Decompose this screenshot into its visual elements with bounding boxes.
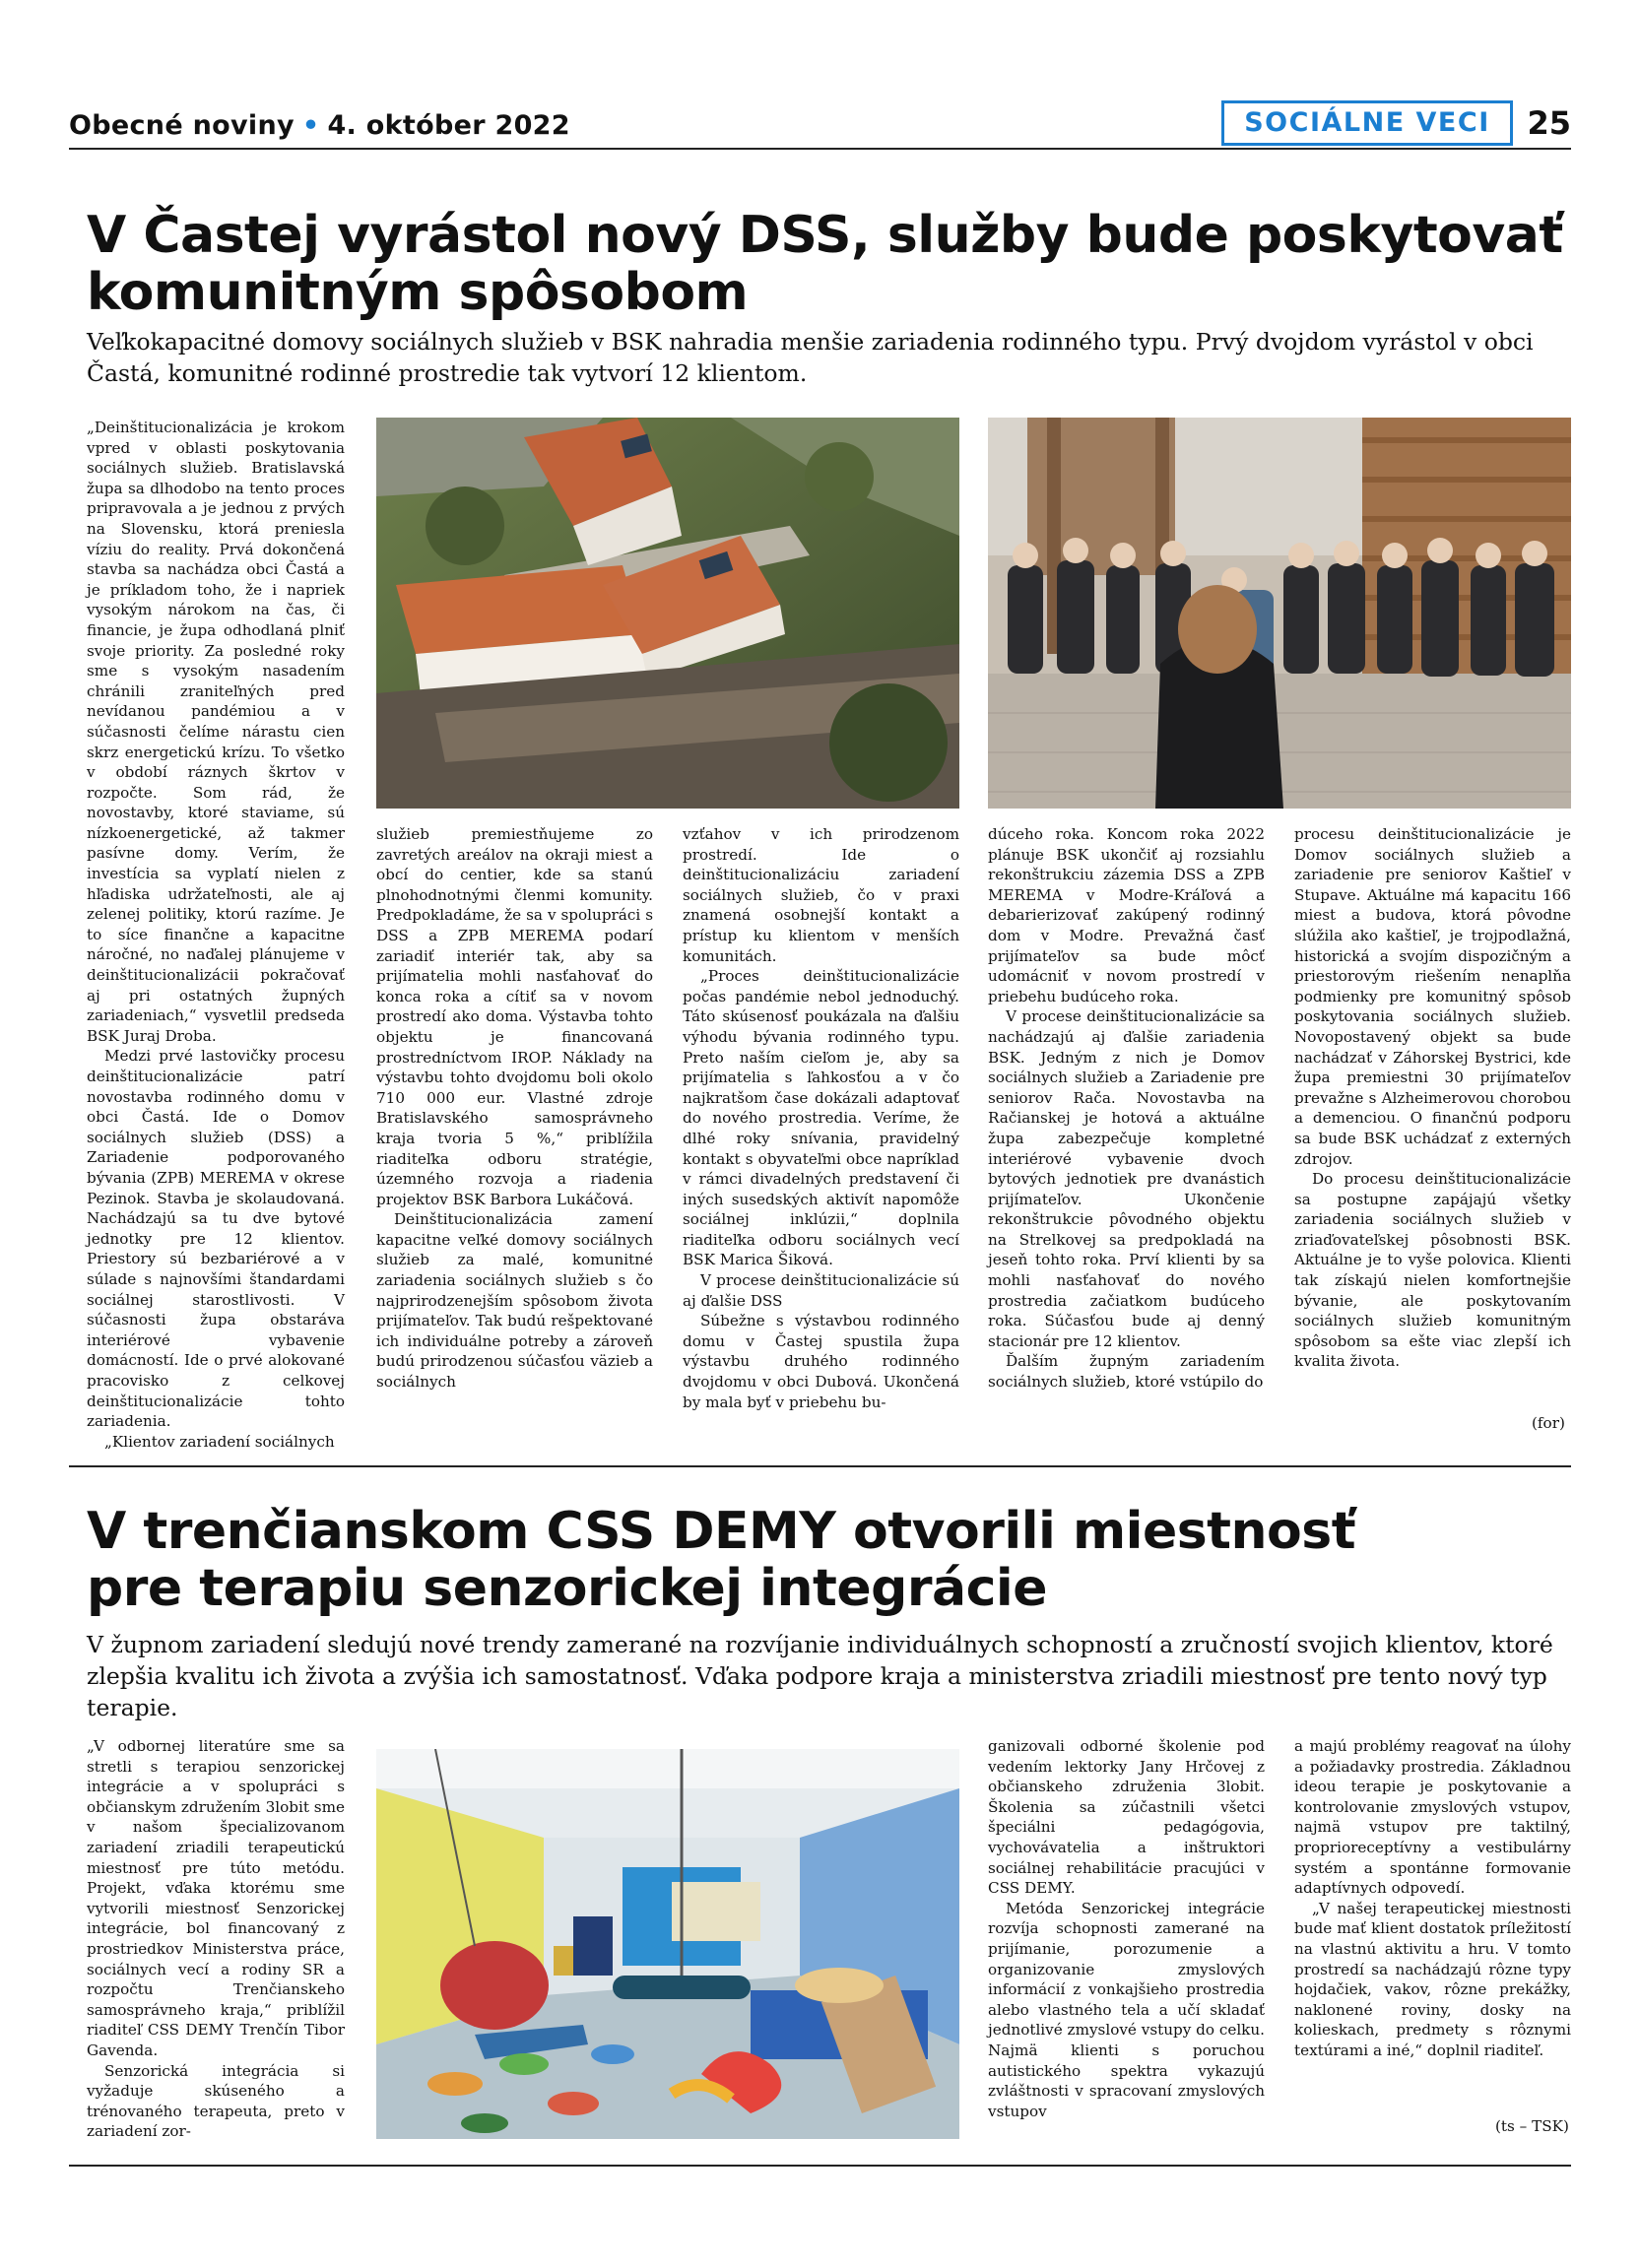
article2-lead-line1: V župnom zariadení sledujú nové trendy zamerané na rozvíjanie individuálnych schopností a zručností svojich klientov, ktoré (87, 1631, 1553, 1658)
article2-column-1 (87, 1736, 345, 2142)
paragraph: Senzorická integrácia si vyžaduje skúseného a trénovaného terapeuta, preto v zariadení zor- (87, 2061, 345, 2141)
paragraph: Deinštitucionalizácia zamení kapacitne veľké domovy sociálnych služieb za malé, komunitné zariadenia sociálnych služieb s čo najprirodzenejším spôsobom života prijímateľov. Tak budú rešpektované ich individuálne potreby a zároveň budú prirodzenou súčasťou väzieb a sociálnych (376, 1210, 653, 1392)
paragraph: „V našej terapeutickej miestnosti bude mať klient dostatok príležitostí na vlastnú aktivitu a hru. V tomto prostredí sa nachádzajú rôzne typy hojdačiek, vakov, rôzne prekážky, naklonené roviny, dosky na kolieskach, predmety s rôznymi textúrami a iné,“ doplnil riaditeľ. (1294, 1899, 1571, 2059)
paragraph: Súbežne s výstavbou rodinného domu v Častej spustila župa výstavbu druhého rodinného dvojdomu v obci Dubová. Ukončená by mala byť v priebehu bu- (683, 1312, 959, 1411)
article2-title-line1: V trenčianskom CSS DEMY otvorili miestnosť (87, 1502, 1356, 1561)
article2-signature: (ts – TSK) (1495, 2117, 1569, 2135)
paragraph: vzťahov v ich prirodzenom prostredí. Ide o deinštitucionalizáciu zariadení sociálnych služieb, čo v praxi znamená osobnejší kontakt a prístup ku klientom v menších komunitách. (683, 825, 959, 965)
page-header (69, 98, 1571, 148)
article1-title (87, 207, 1563, 321)
photo-sensory-room (376, 1749, 959, 2139)
paragraph: „V odbornej literatúre sme sa stretli s terapiou senzorickej integrácie a v spolupráci s občianskym združením 3lobit sme v našom špecializovanom zariadení zriadili terapeutickú miestnosť pre túto metódu. Projekt, vďaka ktorému sme vytvorili miestnosť Senzorickej integrácie, bol financovaný z prostriedkov Ministerstva práce, sociálnych vecí a rodiny SR a rozpočtu Trenčianskeho samosprávneho kraja,“ priblížil riaditeľ CSS DEMY Trenčín Tibor Gavenda. (87, 1737, 345, 2059)
paragraph: služieb premiestňujeme zo zavretých areálov na okraji miest a obcí do centier, kde sa stanú plnohodnotnými členmi komunity. Predpokladáme, že sa v spolupráci s DSS a ZPB MEREMA podarí zariadiť interiér tak, aby sa prijímatelia mohli nasťahovať do konca roka a cítiť sa v novom prostredí ako doma. Výstavba tohto objektu je financovaná prostredníctvom IROP. Náklady na výstavbu tohto dvojdomu boli okolo 710 000 eur. Vlastné zdroje Bratislavského samosprávneho kraja tvoria 5 %,“ priblížila riaditeľka odboru stratégie, územného rozvoja a riadenia projektov BSK Barbora Lukáčová. (376, 825, 653, 1208)
footer-rule (69, 2165, 1571, 2167)
paragraph: „Klientov zariadení sociálnych (104, 1432, 335, 1451)
publication-name: Obecné noviny (69, 110, 295, 141)
paragraph: Do procesu deinštitucionalizácie sa postupne zapájajú všetky zariadenia sociálnych služieb v zriaďovateľskej pôsobnosti BSK. Aktuálne je to vyše polovica. Klienti tak získajú nielen komfortnejšie bývanie, ale poskytovaním sociálnych služieb komunitným spôsobom sa ešte viac zlepší ich kvalita života. (1294, 1170, 1571, 1371)
paragraph: Ďalším župným zariadením sociálnych služieb, ktoré vstúpilo do (988, 1352, 1265, 1392)
article2-column-5 (1294, 1736, 1571, 2061)
section-label: SOCIÁLNE VECI (1221, 100, 1513, 146)
header-rule (69, 148, 1571, 150)
paragraph: „Proces deinštitucionalizácie počas pandémie nebol jednoduchý. Táto skúsenosť poukázala na ďalšiu výhodu bývania rodinného typu. Preto naším cieľom je, aby sa prijímatelia s ľahkosťou a v čo najkratšom čase dokázali adaptovať do nového prostredia. Veríme, že dlhé roky snívania, pravidelný kontakt s obyvateľmi obce napríklad v rámci divadelných predstavení či iných susedských aktivít napomôže sociálnej inklúzii,“ doplnila riaditeľka odboru sociálnych vecí BSK Marica Šiková. (683, 967, 959, 1269)
article1-column-2 (376, 824, 653, 1393)
ceremony-photo-illustration (988, 418, 1571, 809)
article-divider (69, 1465, 1571, 1467)
separator-dot: • (301, 110, 320, 141)
publication-line (69, 110, 570, 141)
article1-lead-line2: Častá, komunitné rodinné prostredie tak vytvorí 12 klientom. (87, 359, 808, 387)
paragraph: procesu deinštitucionalizácie je Domov sociálnych služieb a zariadenie pre seniorov Kaštieľ v Stupave. Aktuálne má kapacitu 166 miest a budova, ktorá pôvodne slúžila ako kaštieľ, je trojpodlažná, historická a svojím dispozičným a priestorovým riešením nenaplňa podmienky pre komunitný spôsob poskytovania sociálnych služieb. Novopostavený objekt sa bude nachádzať v Záhorskej Bystrici, kde župa premiestni 30 prijímateľov prevažne s Alzheimerovou chorobou a demenciou. O finančnú podporu sa bude BSK uchádzať z externých zdrojov. (1294, 825, 1571, 1168)
article1-lead-line1: Veľkokapacitné domovy sociálnych služieb v BSK nahradia menšie zariadenia rodinného typu. Prvý dvojdom vyrástol v obci (87, 328, 1534, 356)
paragraph: Medzi prvé lastovičky procesu deinštitucionalizácie patrí novostavba rodinného domu v obci Častá. Ide o Domov sociálnych služieb (DSS) a Zariadenie podporovaného bývania (ZPB) MEREMA v okrese Pezinok. Stavba je skolaudovaná. Nachádzajú sa tu dve bytové jednotky pre 12 klientov. Priestory sú bezbariérové a v súlade s najnovšími štandardami sociálnej starostlivosti. V súčasnosti župa obstaráva interiérové vybavenie domácností. Ide o prvé alokované pracovisko z celkovej deinštitucionalizácie tohto zariadenia. (87, 1047, 345, 1431)
article2-column-4 (988, 1736, 1265, 2121)
paragraph: Metóda Senzorickej integrácie rozvíja schopnosti zamerané na prijímanie, porozumenie a organizovanie zmyslových informácií z vonkajšieho prostredia alebo vlastného tela a učí skladať jednotlivé zmyslové vstupy do celku. Najmä klienti s poruchou autistického spektra vykazujú zvláštnosti v spracovaní zmyslových vstupov (988, 1899, 1265, 2120)
article1-column-4 (988, 824, 1265, 1393)
aerial-photo-houses (376, 418, 959, 809)
article1-column-1 (87, 418, 345, 1452)
aerial-photo-illustration (376, 418, 959, 809)
paragraph: „Deinštitucionalizácia je krokom vpred v oblasti poskytovania sociálnych služieb. Bratislavská župa sa dlhodobo na tento proces pripravovala a je jednou z prvých na Slovensku, ktorá preniesla víziu do reality. Prvá dokončená stavba sa nachádza obci Častá a je príkladom toho, že i napriek vysokým nárokom na čas, či financie, je župa odhodlaná plniť svoje priority. Za posledné roky sme s vysokým nasadením chránili zraniteľných pred nevídanou pandémiou a v súčasnosti čelíme nárastu cien skrz energetickú krízu. To všetko v období ráznych škrtov v rozpočte. Som rád, že novostavby, ktoré staviame, sú nízkoenergetické, až takmer pasívne domy. Verím, že investícia sa vyplatí nielen z hľadiska udržateľnosti, ale aj zelenej politiky, ktorú razíme. Je to síce finančne a kapacitne náročné, no naďalej plánujeme v deinštitucionalizácii pokračovať aj pri ostatných župných zariadeniach,“ vysvetlil predseda BSK Juraj Droba. (87, 419, 345, 1045)
article1-column-5 (1294, 824, 1571, 1372)
article2-lead-line3: terapie. (87, 1694, 178, 1721)
page-number: 25 (1527, 104, 1571, 142)
paragraph: dúceho roka. Koncom roka 2022 plánuje BSK ukončiť aj rozsiahlu rekonštrukciu zázemia DSS a ZPB MEREMA v Modre-Kráľová a debarierizovať zakúpený rodinný dom v Modre. Prevažná časť prijímateľov sa bude môcť udomácniť v novom prostredí v priebehu budúceho roka. (988, 825, 1265, 1005)
article2-title (87, 1503, 1355, 1617)
article1-signature: (for) (1532, 1414, 1565, 1432)
paragraph: a majú problémy reagovať na úlohy a požiadavky prostredia. Základnou ideou terapie je poskytovanie a kontrolovanie zmyslových vstupov, najmä vstupov pre taktilný, proprioreceptívny a vestibulárny systém a spontánne formovanie adaptívnych odpovedí. (1294, 1737, 1571, 1898)
article1-title-line2: komunitným spôsobom (87, 263, 749, 322)
article1-lead (87, 326, 1534, 389)
article2-title-line2: pre terapiu senzorickej integrácie (87, 1559, 1048, 1618)
sensory-room-illustration (376, 1749, 959, 2139)
article1-title-line1: V Častej vyrástol nový DSS, služby bude poskytovať (87, 206, 1563, 265)
paragraph: ganizovali odborné školenie pod vedením lektorky Jany Hrčovej z občianskeho združenia 3lobit. Školenia sa zúčastnili všetci špeciálni pedagógovia, vychovávatelia a inštruktori sociálnej rehabilitácie pracujúci v CSS DEMY. (988, 1737, 1265, 1898)
article1-column-3 (683, 824, 959, 1412)
article2-lead-line2: zlepšia kvalitu ich života a zvýšia ich samostatnosť. Vďaka podpore kraja a ministerstva zriadili miestnosť pre tento nový typ (87, 1662, 1547, 1690)
subheading: V procese deinštitucionalizácie sú aj ďalšie DSS (683, 1271, 959, 1310)
photo-opening-ceremony (988, 418, 1571, 809)
issue-date: 4. október 2022 (327, 110, 570, 141)
paragraph: V procese deinštitucionalizácie sa nachádzajú aj ďalšie zariadenia BSK. Jedným z nich je Domov sociálnych služieb a Zariadenie pre seniorov Rača. Novostavba na Račianskej je hotová a aktuálne župa zabezpečuje kompletné interiérové vybavenie dvoch bytových jednotiek pre dvanástich prijímateľov. Ukončenie rekonštrukcie pôvodného objektu na Strelkovej sa predpokladá na jeseň tohto roka. Prví klienti by sa mohli nasťahovať do nového prostredia začiatkom budúceho roka. Súčasťou bude aj denný stacionár pre 12 klientov. (988, 1007, 1265, 1350)
article2-lead (87, 1629, 1553, 1723)
